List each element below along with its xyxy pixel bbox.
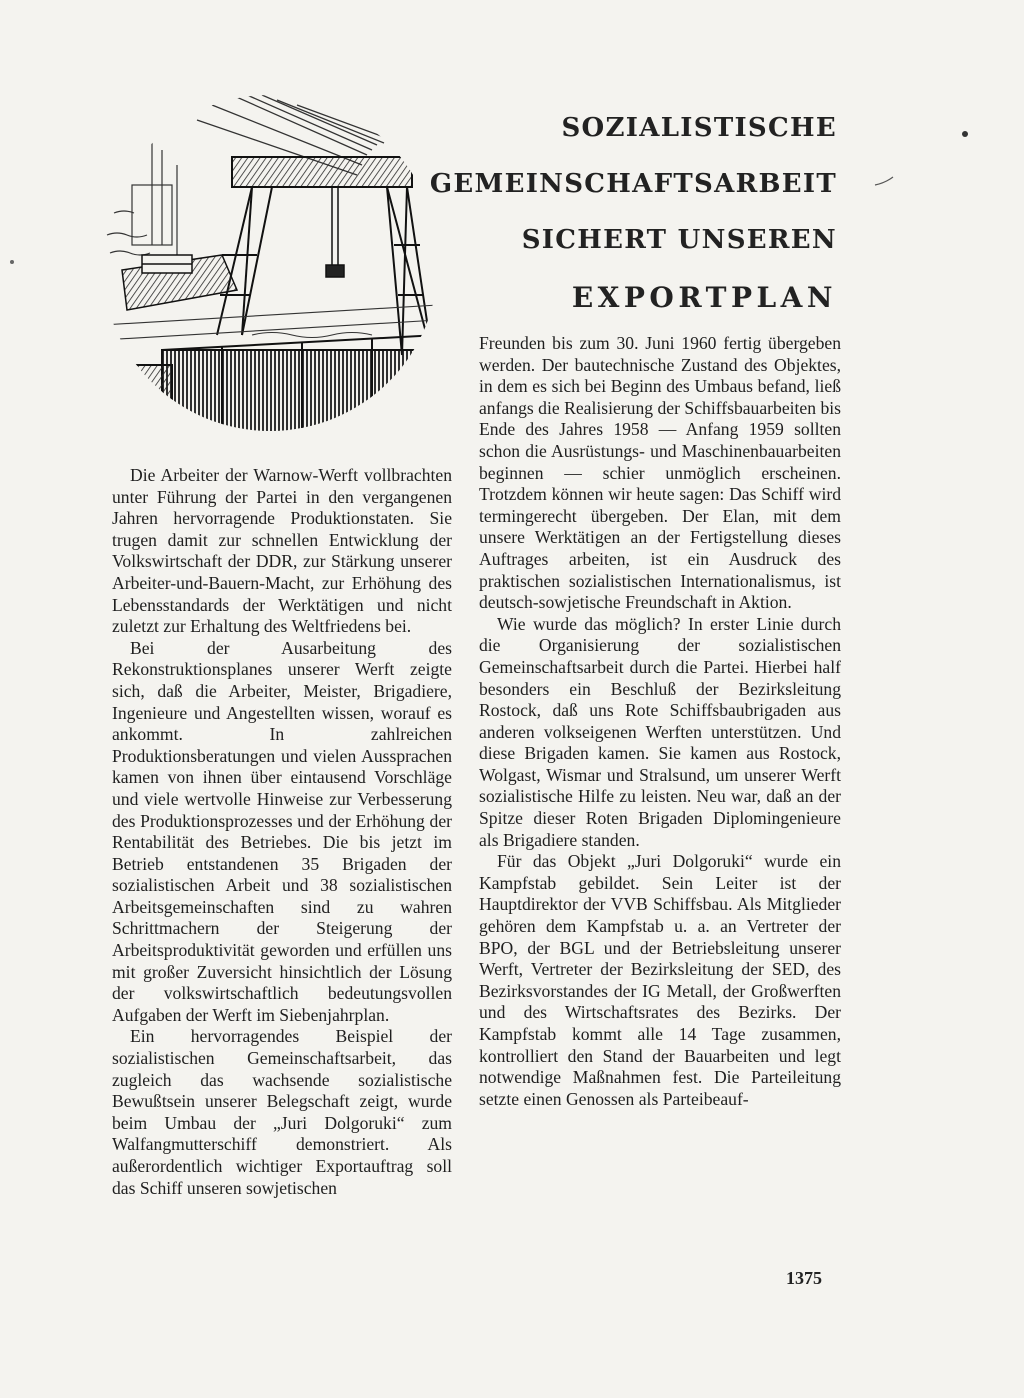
headline-line-4: EXPORTPLAN bbox=[571, 281, 837, 314]
page-number: 1375 bbox=[786, 1268, 822, 1288]
paragraph: Ein hervorragendes Beispiel der sozialistischen Gemeinschaftsarbeit, das zugleich das wachsende sozialistische Bewußtsein unserer Belegschaft zeigt, wurde beim Umbau der „Juri Dolgoruki“ zum Walfangmutterschiff demonstriert. Als außerordentlich wichtiger Exportauftrag soll das Schiff unseren sowjetischen bbox=[112, 1026, 452, 1198]
paragraph: Wie wurde das möglich? In erster Linie durch die Organisierung der sozialistischen Gemeinschaftsarbeit durch die Partei. Hierbei half besonders ein Beschluß der Bezirksleitung Rostock, daß uns Rote Schiffsbaubrigaden aus anderen volkseigenen Werften unterstützen. Und diese Brigaden kamen. Sie kamen aus Rostock, Wolgast, Wismar und Stralsund, um unserer Werft sozialistische Hilfe zu leisten. Neu war, daß an der Spitze dieser Roten Brigaden Diplomingenieure als Brigadiere standen. bbox=[479, 613, 841, 850]
paragraph: Bei der Ausarbeitung des Rekonstruktionsplanes unserer Werft zeigte sich, daß die Arbeiter, Meister, Brigadiere, Ingenieure und Angestellten wissen, worauf es ankommt. In zahlreichen Produktionsberatungen und vielen Aussprachen kamen von ihnen über eintausend Vorschläge und viele wertvolle Hinweise zur Verbesserung des Produktionsprozesses und der Erhöhung der Rentabilität des Betriebes. Die bis jetzt im Betrieb entstandenen 35 Brigaden der sozialistischen Arbeit und 38 sozialistischen Arbeitsgemeinschaften sind zu wahren Schrittmachern der Steigerung der Arbeitsproduktivität geworden und erfüllen uns mit großer Zuversicht hinsichtlich der Lösung der volkswirtschaftlich bedeutungsvollen Aufgaben der Werft im Siebenjahrplan. bbox=[112, 637, 452, 1025]
headline-line-1: SOZIALISTISCHE bbox=[561, 113, 837, 143]
paragraph: Freunden bis zum 30. Juni 1960 fertig übergeben werden. Der bautechnische Zustand des Objektes, in dem es sich bei Beginn des Umbaus befand, ließ anfangs die Realisierung der Schiffsbauarbeiten bis Ende des Jahres 1958 — Anfang 1959 sollten schon die Ausrüstungs- und Maschinenbauarbeiten beginnen — schier unmöglich erscheinen. Trotzdem können wir heute sagen: Das Schiff wird termingerecht übergeben. Der Elan, mit dem unsere Werktätigen an der Fertigstellung dieses Auftrages arbeiten, ist ein Ausdruck des praktischen sozialistischen Internationalismus, ist deutsch-sowjetische Freundschaft in Aktion. bbox=[479, 333, 841, 613]
paragraph: Für das Objekt „Juri Dolgoruki“ wurde ein Kampfstab gebildet. Sein Leiter ist der Hauptdirektor der VVB Schiffsbau. Als Mitglieder gehören dem Kampfstab u. a. an Vertreter der BPO, der BGL und der Betriebsleitung unserer Werft, Vertreter der Bezirksleitung der SED, des Bezirksvorstandes der IG Metall, der Großwerften und des Wirtschaftsrates des Bezirks. Der Kampfstab kommt alle 14 Tage zusammen, kontrolliert den Stand der Bauarbeiten und legt notwendige Maßnahmen fest. Die Parteileitung setzte einen Genossen als Parteibeauf- bbox=[479, 851, 841, 1109]
paragraph: Die Arbeiter der Warnow-Werft vollbrachten unter Führung der Partei in den vergangenen Jahren hervorragende Produktionstaten. Sie trugen damit zur schnellen Entwicklung der Volkswirtschaft der DDR, zur Stärkung unserer Arbeiter-und-Bauern-Macht, zur Erhöhung des Lebensstandards der Werktätigen und nicht zuletzt zur Erhaltung des Weltfriedens bei. bbox=[112, 465, 452, 637]
headline-line-2: GEMEINSCHAFTSARBEIT bbox=[429, 169, 837, 199]
left-text-column bbox=[112, 465, 452, 1199]
right-text-column bbox=[479, 333, 841, 1110]
article-headline bbox=[377, 100, 837, 326]
headline-line-3: SICHERT UNSEREN bbox=[521, 225, 837, 255]
